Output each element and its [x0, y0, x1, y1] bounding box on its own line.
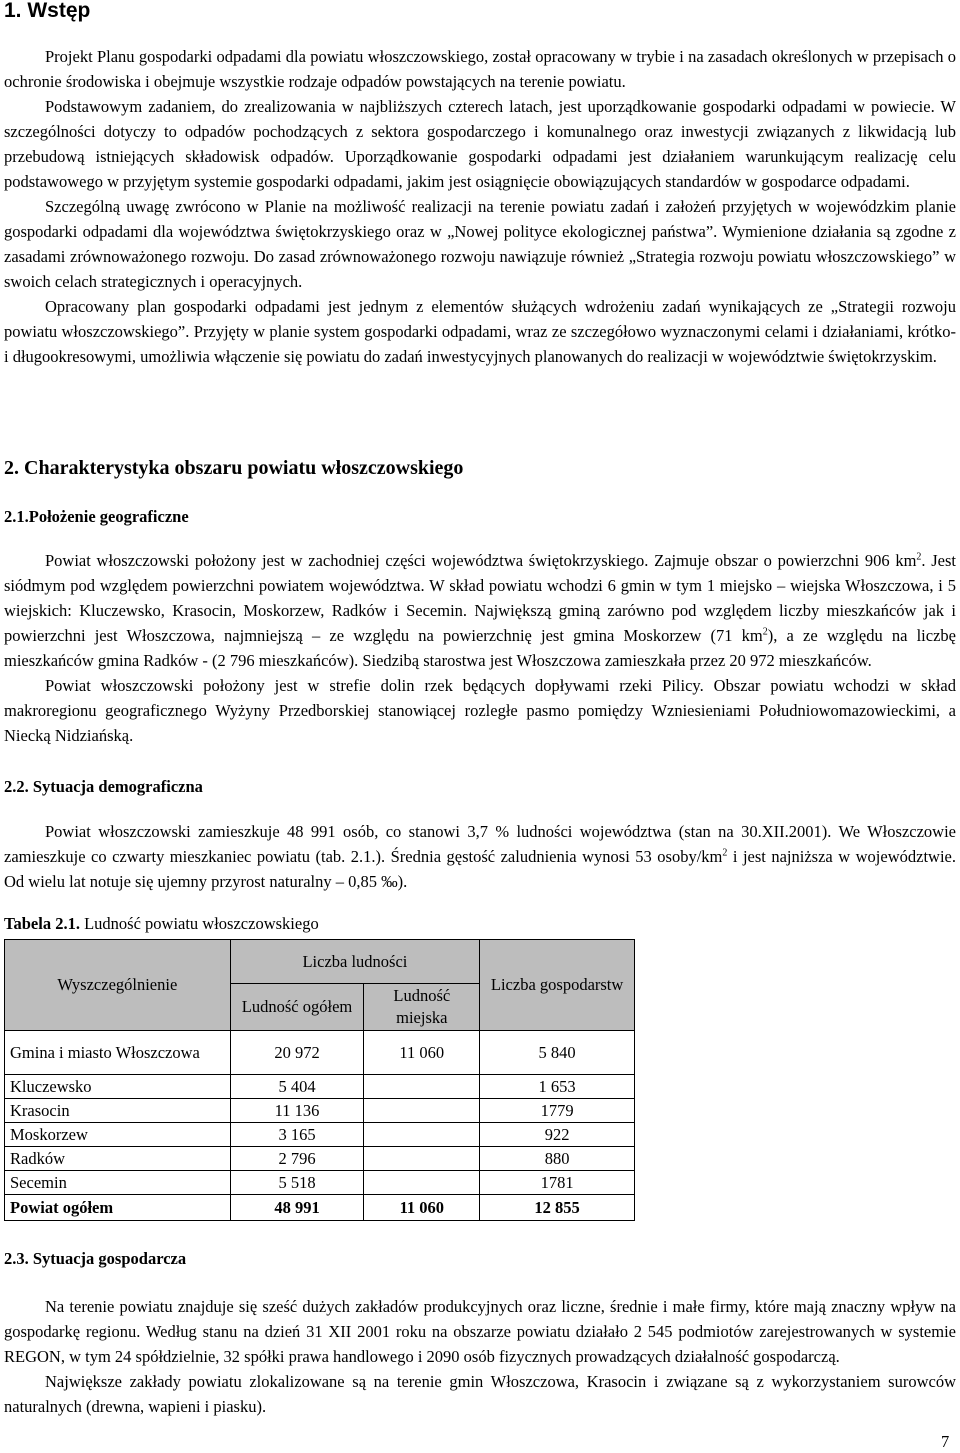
cell-ludnosc-ogolem: 2 796 [230, 1147, 364, 1171]
header-ludnosc-ogolem: Ludność ogółem [230, 984, 364, 1031]
cell-ludnosc-ogolem: 20 972 [230, 1031, 364, 1075]
cell-gospodarstwa: 1781 [480, 1171, 635, 1195]
table-body [5, 1031, 635, 1221]
page-number: 7 [941, 1432, 950, 1451]
section-gospodarka [4, 1294, 956, 1419]
heading-wstep: 1. Wstęp [4, 0, 91, 22]
section-demografia [4, 819, 956, 894]
cell-gospodarstwa: 922 [480, 1123, 635, 1147]
cell-gmina: Radków [5, 1147, 231, 1171]
cell-ludnosc-miejska [364, 1171, 480, 1195]
header-ludnosc-miejska: Ludność miejska [364, 984, 480, 1031]
cell-gospodarstwa: 880 [480, 1147, 635, 1171]
demografia-paragraph: Powiat włoszczowski zamieszkuje 48 991 osób, co stanowi 3,7 % ludności województwa (stan na 30.XII.2001). We Włoszczowie zamieszkuje co czwarty mieszkaniec powiatu (tab. 2.1.). Średnia gęstość zaludnienia wynosi 53 osoby/$km^2$ i jest najniższa w województwie. Od wielu lat notuje się ujemny przyrost naturalny – 0,85 ‰). [4, 822, 956, 891]
heading-charakterystyka: 2. Charakterystyka obszaru powiatu włoszczowskiego [4, 457, 464, 479]
population-table [4, 939, 635, 1221]
cell-gmina: Krasocin [5, 1099, 231, 1123]
cell-ludnosc-miejska [364, 1099, 480, 1123]
table-row [5, 1123, 635, 1147]
table-row [5, 1031, 635, 1075]
cell-gospodarstwa: 1 653 [480, 1075, 635, 1099]
cell-gospodarstwa: 12 855 [480, 1195, 635, 1221]
polozenie-paragraph: Powiat włoszczowski położony jest w zachodniej części województwa świętokrzyskiego. Zajmuje obszar o powierzchni 906 $km^2$. Jest siódmym pod względem powierzchni powiatem województwa. W skład powiatu wchodzi 6 gmin w tym 1 miejsko – wiejska Włoszczowa, i 5 wiejskich: Kluczewsko, Krasocin, Moskorzew, Radków i Secemin. Największą gminą zarówno pod względem liczby mieszkańców jak i powierzchni jest Włoszczowa, najmniejszą – ze względu na powierzchnię jest gmina Moskorzew (71 $km^2$), a ze względu na liczbę mieszkańców gmina Radków - (2 796 mieszkańców). Siedzibą starostwa jest Włoszczowa zamieszkała przez 20 972 mieszkańców. [4, 551, 957, 670]
cell-ludnosc-ogolem: 5 518 [230, 1171, 364, 1195]
header-liczba-gospodarstw: Liczba gospodarstw [480, 940, 635, 1031]
intro-paragraph: Szczególną uwagę zwrócono w Planie na możliwość realizacji na terenie powiatu zadań i założeń przyjętych w wojewódzkim planie gospodarki odpadami dla województwa świętokrzyskiego oraz w „Nowej polityce ekologicznej państwa”. Wymienione działania są zgodne z zasadami zrównoważonego rozwoju. Do zasad zrównoważonego rozwoju nawiązuje również „Strategia rozwoju powiatu włoszczowskiego” w swoich celach strategicznych i operacyjnych. [4, 197, 956, 291]
cell-ludnosc-miejska: 11 060 [364, 1031, 480, 1075]
header-liczba-ludnosci: Liczba ludności [230, 940, 480, 984]
table-caption: Tabela 2.1. Ludność powiatu włoszczowskiego [4, 914, 319, 933]
table-row [5, 1171, 635, 1195]
cell-gmina: Powiat ogółem [5, 1195, 231, 1221]
cell-gmina: Moskorzew [5, 1123, 231, 1147]
cell-gmina: Secemin [5, 1171, 231, 1195]
intro-paragraph: Podstawowym zadaniem, do zrealizowania w najbliższych czterech latach, jest uporządkowanie gospodarki odpadami w powiecie. W szczególności dotyczy to odpadów pochodzących z sektora gospodarczego i komunalnego oraz inwestycji związanych z likwidacją lub przebudową istniejących składowisk odpadów. Uporządkowanie gospodarki odpadami jest działaniem warunkującym realizację celu podstawowego w przyjętym systemie gospodarki odpadami, jakim jest osiągnięcie obowiązujących standardów w gospodarce odpadami. [4, 97, 956, 191]
table-row [5, 1075, 635, 1099]
cell-ludnosc-ogolem: 48 991 [230, 1195, 364, 1221]
intro-section [4, 44, 956, 369]
heading-polozenie: 2.1.Położenie geograficzne [4, 507, 189, 526]
cell-ludnosc-ogolem: 5 404 [230, 1075, 364, 1099]
cell-ludnosc-miejska: 11 060 [364, 1195, 480, 1221]
cell-ludnosc-ogolem: 3 165 [230, 1123, 364, 1147]
heading-demografia: 2.2. Sytuacja demograficzna [4, 777, 203, 796]
cell-gospodarstwa: 1779 [480, 1099, 635, 1123]
cell-gmina: Kluczewsko [5, 1075, 231, 1099]
intro-paragraph: Opracowany plan gospodarki odpadami jest jednym z elementów służących wdrożeniu zadań wynikających ze „Strategii rozwoju powiatu włoszczowskiego”. Przyjęty w planie system gospodarki odpadami, wraz ze szczegółowo wyznaczonymi celami i działaniami, krótko- i długookresowymi, umożliwia włączenie się powiatu do zadań inwestycyjnych planowanych do realizacji w województwie świętokrzyskim. [4, 297, 956, 366]
cell-ludnosc-ogolem: 11 136 [230, 1099, 364, 1123]
cell-ludnosc-miejska [364, 1123, 480, 1147]
heading-gospodarka: 2.3. Sytuacja gospodarcza [4, 1249, 187, 1268]
section-polozenie [4, 548, 956, 748]
table-row [5, 1099, 635, 1123]
table-total-row [5, 1195, 635, 1221]
table-row [5, 1147, 635, 1171]
gospodarka-paragraph: Największe zakłady powiatu zlokalizowane są na terenie gmin Włoszczowa, Krasocin i związane są z wykorzystaniem surowców naturalnych (drewna, wapieni i piasku). [4, 1372, 956, 1416]
header-wyszczegolnienie: Wyszczególnienie [5, 940, 231, 1031]
cell-ludnosc-miejska [364, 1075, 480, 1099]
cell-gospodarstwa: 5 840 [480, 1031, 635, 1075]
gospodarka-paragraph: Na terenie powiatu znajduje się sześć dużych zakładów produkcyjnych oraz liczne, średnie i małe firmy, które mają znaczny wpływ na gospodarkę regionu. Według stanu na dzień 31 XII 2001 roku na obszarze powiatu działało 2 545 podmiotów zarejestrowanych w systemie REGON, w tym 24 spółdzielnie, 32 spółki prawa handlowego i 2090 osób fizycznych prowadzących działalność gospodarczą. [4, 1297, 956, 1366]
cell-gmina: Gmina i miasto Włoszczowa [5, 1031, 231, 1075]
polozenie-paragraph: Powiat włoszczowski położony jest w strefie dolin rzek będących dopływami rzeki Pilicy. Obszar powiatu wchodzi w skład makroregionu geograficznego Wyżyny Przedborskiej stanowiącej rozległe pasmo pomiędzy Wzniesieniami Południowomazowieckimi, a Niecką Nidziańską. [4, 676, 956, 745]
intro-paragraph: Projekt Planu gospodarki odpadami dla powiatu włoszczowskiego, został opracowany w trybie i na zasadach określonych w przepisach o ochronie środowiska i obejmuje wszystkie rodzaje odpadów powstających na terenie powiatu. [4, 47, 956, 91]
cell-ludnosc-miejska [364, 1147, 480, 1171]
